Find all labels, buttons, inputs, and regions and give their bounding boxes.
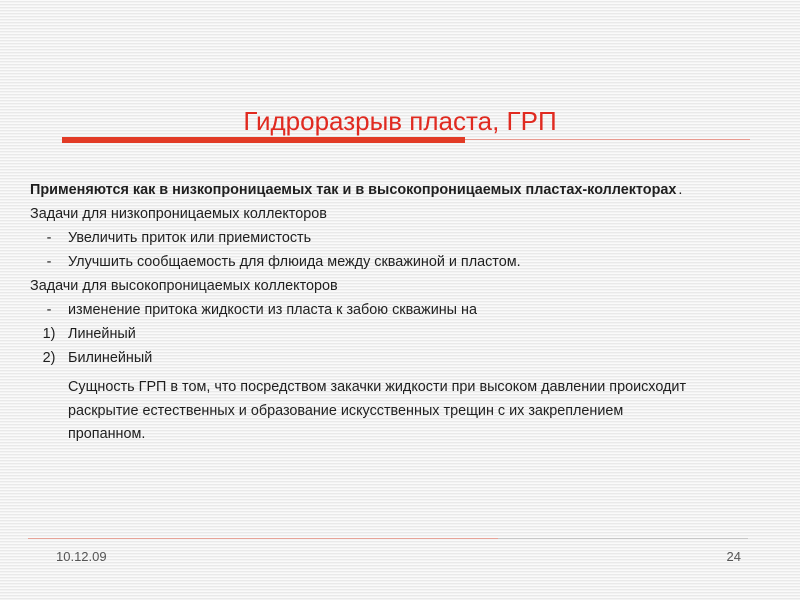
low-perm-heading: Задачи для низкопроницаемых коллекторов xyxy=(30,206,327,222)
list-item-text: Улучшить сообщаемость для флюида между скважиной и пластом. xyxy=(68,254,521,270)
list-item xyxy=(30,346,790,370)
summary-line: Сущность ГРП в том, что посредством закачки жидкости при высоком давлении происходит xyxy=(68,379,687,395)
footer-divider-accent xyxy=(28,538,498,539)
list-marker: - xyxy=(46,230,52,246)
lead-statement xyxy=(30,178,790,202)
title-underline-accent xyxy=(62,137,465,143)
list-marker: 1) xyxy=(42,326,56,342)
list-item xyxy=(30,322,790,346)
summary-line: пропанном. xyxy=(68,426,146,442)
summary-paragraph xyxy=(68,376,788,447)
list-item xyxy=(30,298,790,322)
list-marker: 2) xyxy=(42,350,56,366)
lead-text: Применяются как в низкопроницаемых так и в высокопроницаемых пластах-коллекторах xyxy=(30,182,677,198)
list-item-text: Линейный xyxy=(68,326,136,342)
lead-period: . xyxy=(678,182,683,198)
footer-date: 10.12.09 xyxy=(56,549,107,564)
summary-line: раскрытие естественных и образование искусственных трещин с их закреплением xyxy=(68,402,624,419)
list-item-text: изменение притока жидкости из пласта к забою скважины на xyxy=(68,302,477,318)
list-item xyxy=(30,226,790,250)
high-perm-heading: Задачи для высокопроницаемых коллекторов xyxy=(30,278,338,294)
list-item-text: Увеличить приток или приемистость xyxy=(68,230,312,246)
list-marker: - xyxy=(46,302,52,318)
footer-divider xyxy=(498,538,748,539)
slide-body xyxy=(30,178,790,370)
list-item-text: Билинейный xyxy=(68,350,153,366)
title-underline-thin xyxy=(465,139,750,140)
slide-title: Гидроразрыв пласта, ГРП xyxy=(243,106,557,136)
page-number: 24 xyxy=(726,549,741,564)
list-item xyxy=(30,250,790,274)
list-marker: - xyxy=(46,254,52,270)
